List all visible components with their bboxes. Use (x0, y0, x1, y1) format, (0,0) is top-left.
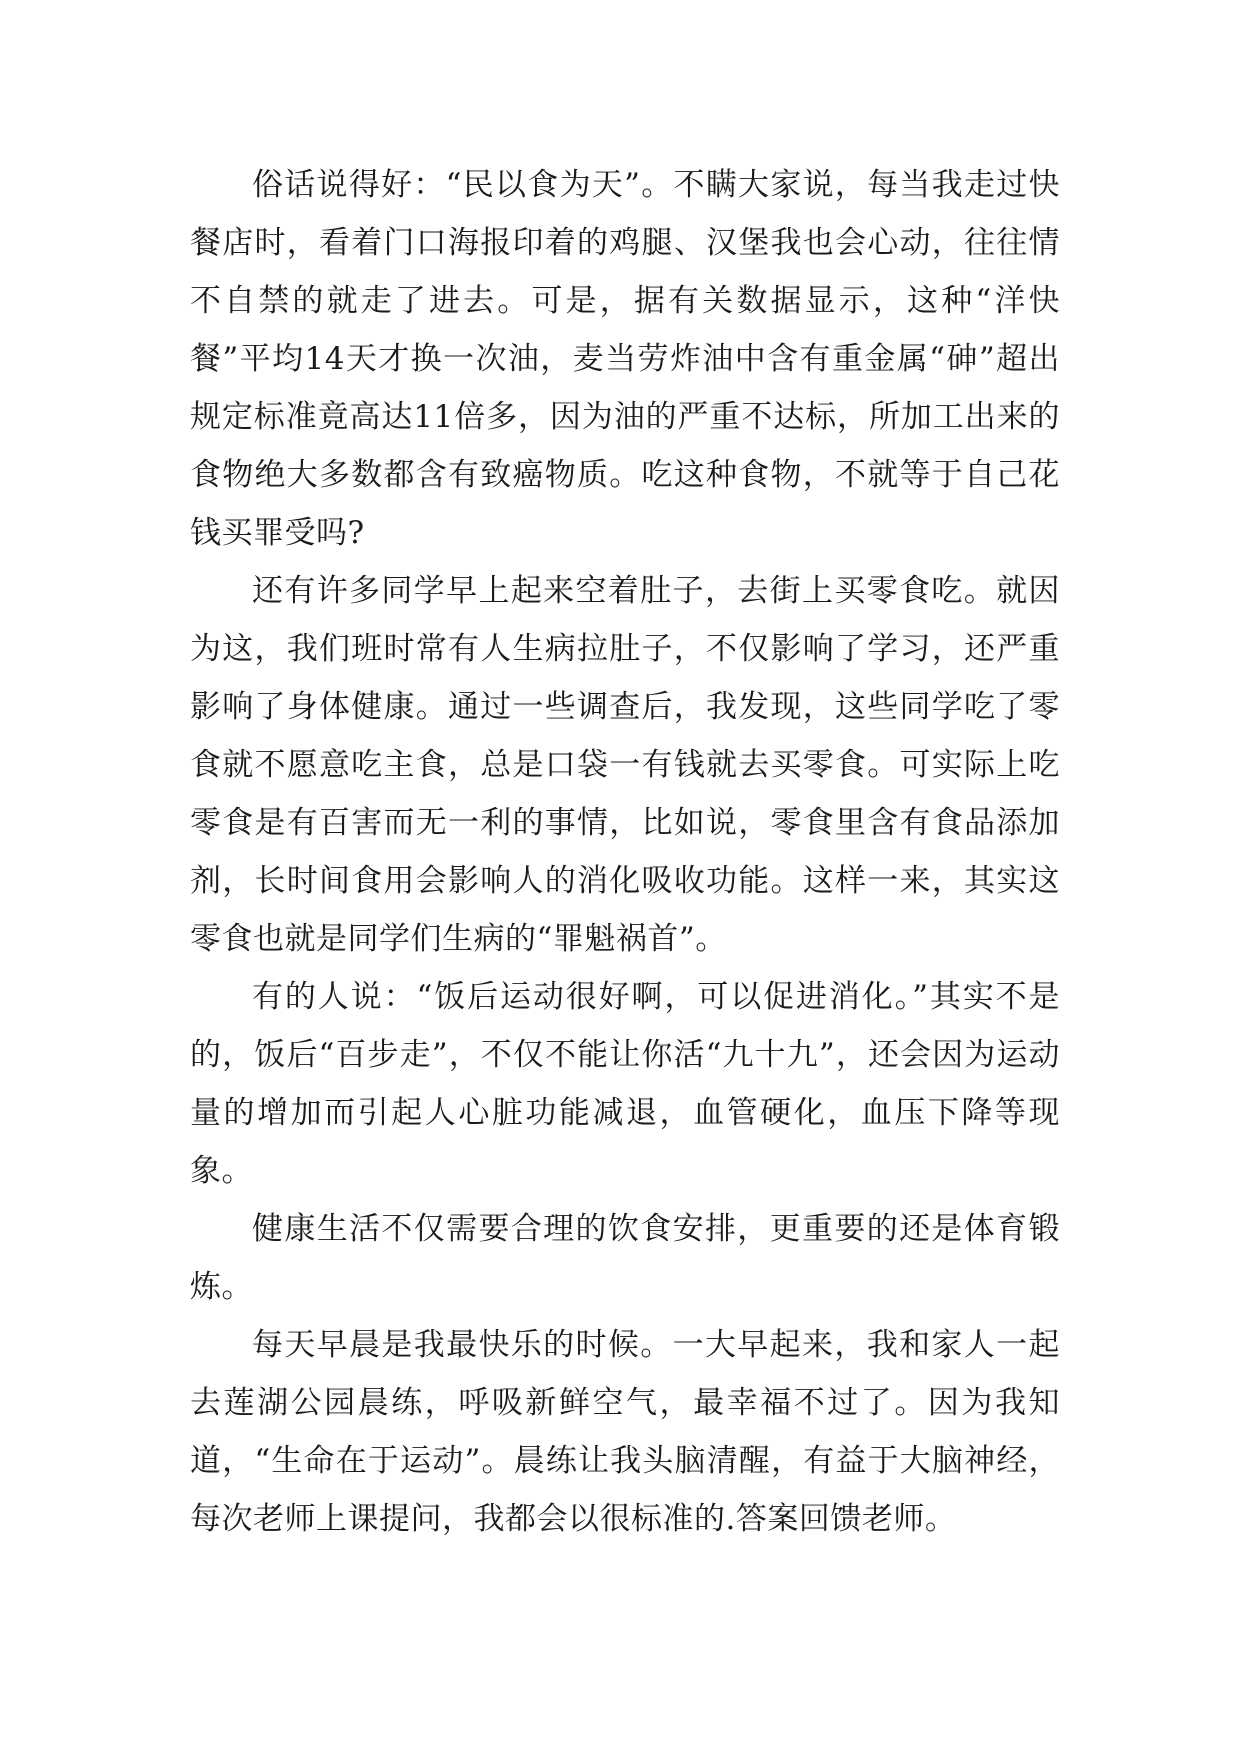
document-body (190, 156, 1060, 1548)
paragraph-healthy-life: 健康生活不仅需要合理的饮食安排，更重要的还是体育锻炼。 (190, 1211, 1060, 1305)
paragraph-after-meal-exercise: 有的人说：“饭后运动很好啊，可以促进消化。”其实不是的，饭后“百步走”，不仅不能让你活“九十九”，还会因为运动量的增加而引起人心脏功能减退，血管硬化，血压下降等现象。 (190, 979, 1060, 1189)
paragraph-fast-food: 俗话说得好：“民以食为天”。不瞒大家说，每当我走过快餐店时，看着门口海报印着的鸡腿、汉堡我也会心动，往往情不自禁的就走了进去。可是，据有关数据显示，这种“洋快餐”平均14天才换一次油，麦当劳炸油中含有重金属“砷”超出规定标准竟高达11倍多，因为油的严重不达标，所加工出来的食物绝大多数都含有致癌物质。吃这种食物，不就等于自己花钱买罪受吗? (190, 167, 1060, 551)
paragraph-snacks: 还有许多同学早上起来空着肚子，去街上买零食吃。就因为这，我们班时常有人生病拉肚子，不仅影响了学习，还严重影响了身体健康。通过一些调查后，我发现，这些同学吃了零食就不愿意吃主食，总是口袋一有钱就去买零食。可实际上吃零食是有百害而无一利的事情，比如说，零食里含有食品添加剂，长时间食用会影响人的消化吸收功能。这样一来，其实这零食也就是同学们生病的“罪魁祸首”。 (190, 573, 1060, 957)
paragraph-morning-exercise: 每天早晨是我最快乐的时候。一大早起来，我和家人一起去莲湖公园晨练，呼吸新鲜空气，最幸福不过了。因为我知道，“生命在于运动”。晨练让我头脑清醒，有益于大脑神经，每次老师上课提问，我都会以很标准的.答案回馈老师。 (190, 1327, 1060, 1537)
